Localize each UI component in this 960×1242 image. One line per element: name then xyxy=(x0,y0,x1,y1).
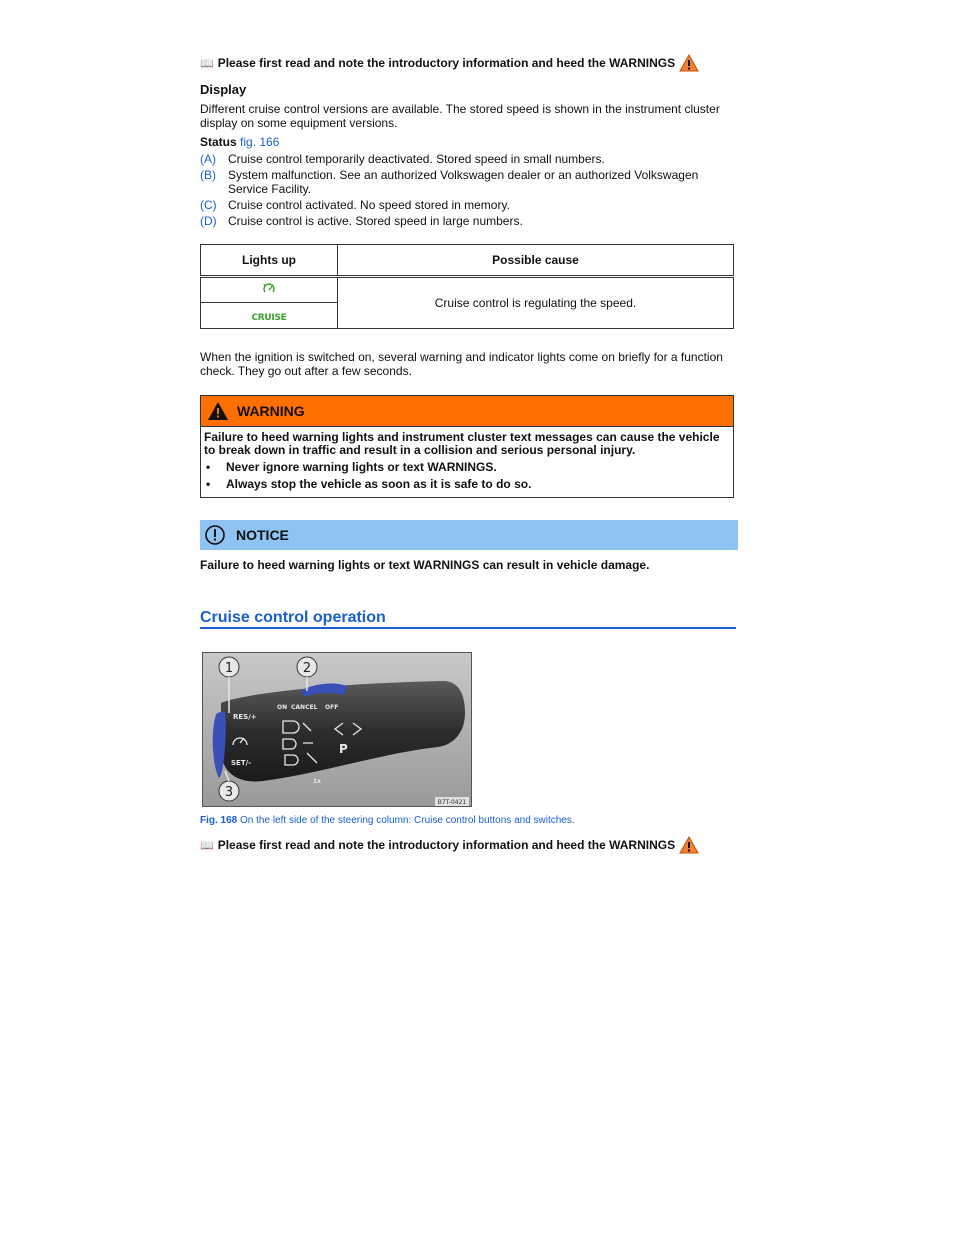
cruise-text-icon: CRUISE xyxy=(251,312,287,323)
warning-triangle-icon xyxy=(679,836,699,854)
steering-column-lever-illustration xyxy=(203,653,471,806)
ignition-paragraph: When the ignition is switched on, several warning and indicator lights come on briefly for a function check. They go out after a few seconds. xyxy=(200,350,723,378)
status-line xyxy=(200,135,279,149)
notice-text: Failure to heed warning lights or text WARNINGS can result in vehicle damage. xyxy=(200,558,650,572)
warning-body xyxy=(201,427,733,497)
intro-line xyxy=(200,54,699,72)
status-key: (C) xyxy=(200,198,217,212)
lever-label-1x: 1x xyxy=(313,778,322,785)
table-header-lights-up: Lights up xyxy=(201,245,338,277)
lever-label-off: OFF xyxy=(325,704,339,711)
bullet-text: Never ignore warning lights or text WARNINGS. xyxy=(226,460,497,474)
exclamation-circle-icon xyxy=(204,524,226,546)
caption-label: Fig. 168 xyxy=(200,815,238,826)
status-item-d xyxy=(200,214,728,228)
status-key: (A) xyxy=(200,152,216,166)
table-cell-icon xyxy=(201,303,338,329)
list-item: • Never ignore warning lights or text WARNINGS. xyxy=(206,460,497,474)
callout-number: 2 xyxy=(302,661,312,676)
lights-table xyxy=(200,244,734,329)
status-text: Cruise control temporarily deactivated. Stored speed in small numbers. xyxy=(228,152,605,166)
caption-text: On the left side of the steering column: Cruise control buttons and switches. xyxy=(240,815,575,826)
table-header-possible-cause: Possible cause xyxy=(338,245,734,277)
table-cell-cause: Cruise control is regulating the speed. xyxy=(338,277,734,329)
status-text: Cruise control is active. Stored speed in large numbers. xyxy=(228,214,523,228)
status-key: (D) xyxy=(200,214,217,228)
section-divider xyxy=(200,627,736,629)
notice-header xyxy=(200,520,738,550)
display-paragraph: Different cruise control versions are available. The stored speed is shown in the instrument cluster display on some equipment versions. xyxy=(200,102,720,130)
fig-166-link[interactable]: fig. 166 xyxy=(240,135,280,149)
section-title: Cruise control operation xyxy=(200,609,386,626)
cruise-speedometer-icon xyxy=(262,282,276,296)
intro-line-bottom xyxy=(200,836,699,854)
callout-number: 1 xyxy=(224,661,234,676)
status-item-a xyxy=(200,152,728,166)
warning-header xyxy=(201,396,733,427)
status-list xyxy=(200,152,728,230)
status-label: Status xyxy=(200,135,237,149)
book-icon: 📖 xyxy=(200,839,214,852)
status-text: System malfunction. See an authorized Volkswagen dealer or an authorized Volkswagen Service Facility. xyxy=(228,168,699,196)
notice-box xyxy=(200,520,738,550)
table-cell-icon xyxy=(201,277,338,303)
list-item: • Always stop the vehicle as soon as it is safe to do so. xyxy=(206,477,532,491)
display-heading: Display xyxy=(200,82,247,97)
lever-label-on: ON xyxy=(277,704,288,711)
lever-label-res: RES/+ xyxy=(233,713,257,721)
warning-triangle-icon xyxy=(679,54,699,72)
warning-text: Failure to heed warning lights and instrument cluster text messages can cause the vehicle to break down in traffic and result in a collision and serious personal injury. xyxy=(204,430,720,457)
lever-label-set: SET/- xyxy=(231,759,252,767)
figure-caption xyxy=(200,815,575,826)
callout-number: 3 xyxy=(224,785,234,800)
figure-code: B7T-0421 xyxy=(437,799,467,806)
warning-triangle-icon xyxy=(207,401,229,421)
svg-text:P: P xyxy=(339,742,348,756)
lever-label-cancel: CANCEL xyxy=(291,704,318,711)
warning-bullets xyxy=(204,461,728,491)
warning-title: WARNING xyxy=(237,403,305,419)
notice-title: NOTICE xyxy=(236,527,289,543)
figure-168 xyxy=(202,652,472,807)
status-item-b xyxy=(200,168,728,196)
book-icon: 📖 xyxy=(200,57,214,70)
intro-text: Please first read and note the introductory information and heed the WARNINGS xyxy=(217,56,676,70)
status-text: Cruise control activated. No speed stored in memory. xyxy=(228,198,510,212)
status-item-c xyxy=(200,198,728,212)
bullet-text: Always stop the vehicle as soon as it is safe to do so. xyxy=(226,477,532,491)
status-key: (B) xyxy=(200,168,216,182)
warning-box xyxy=(200,395,734,498)
intro-text: Please first read and note the introductory information and heed the WARNINGS xyxy=(217,838,676,852)
